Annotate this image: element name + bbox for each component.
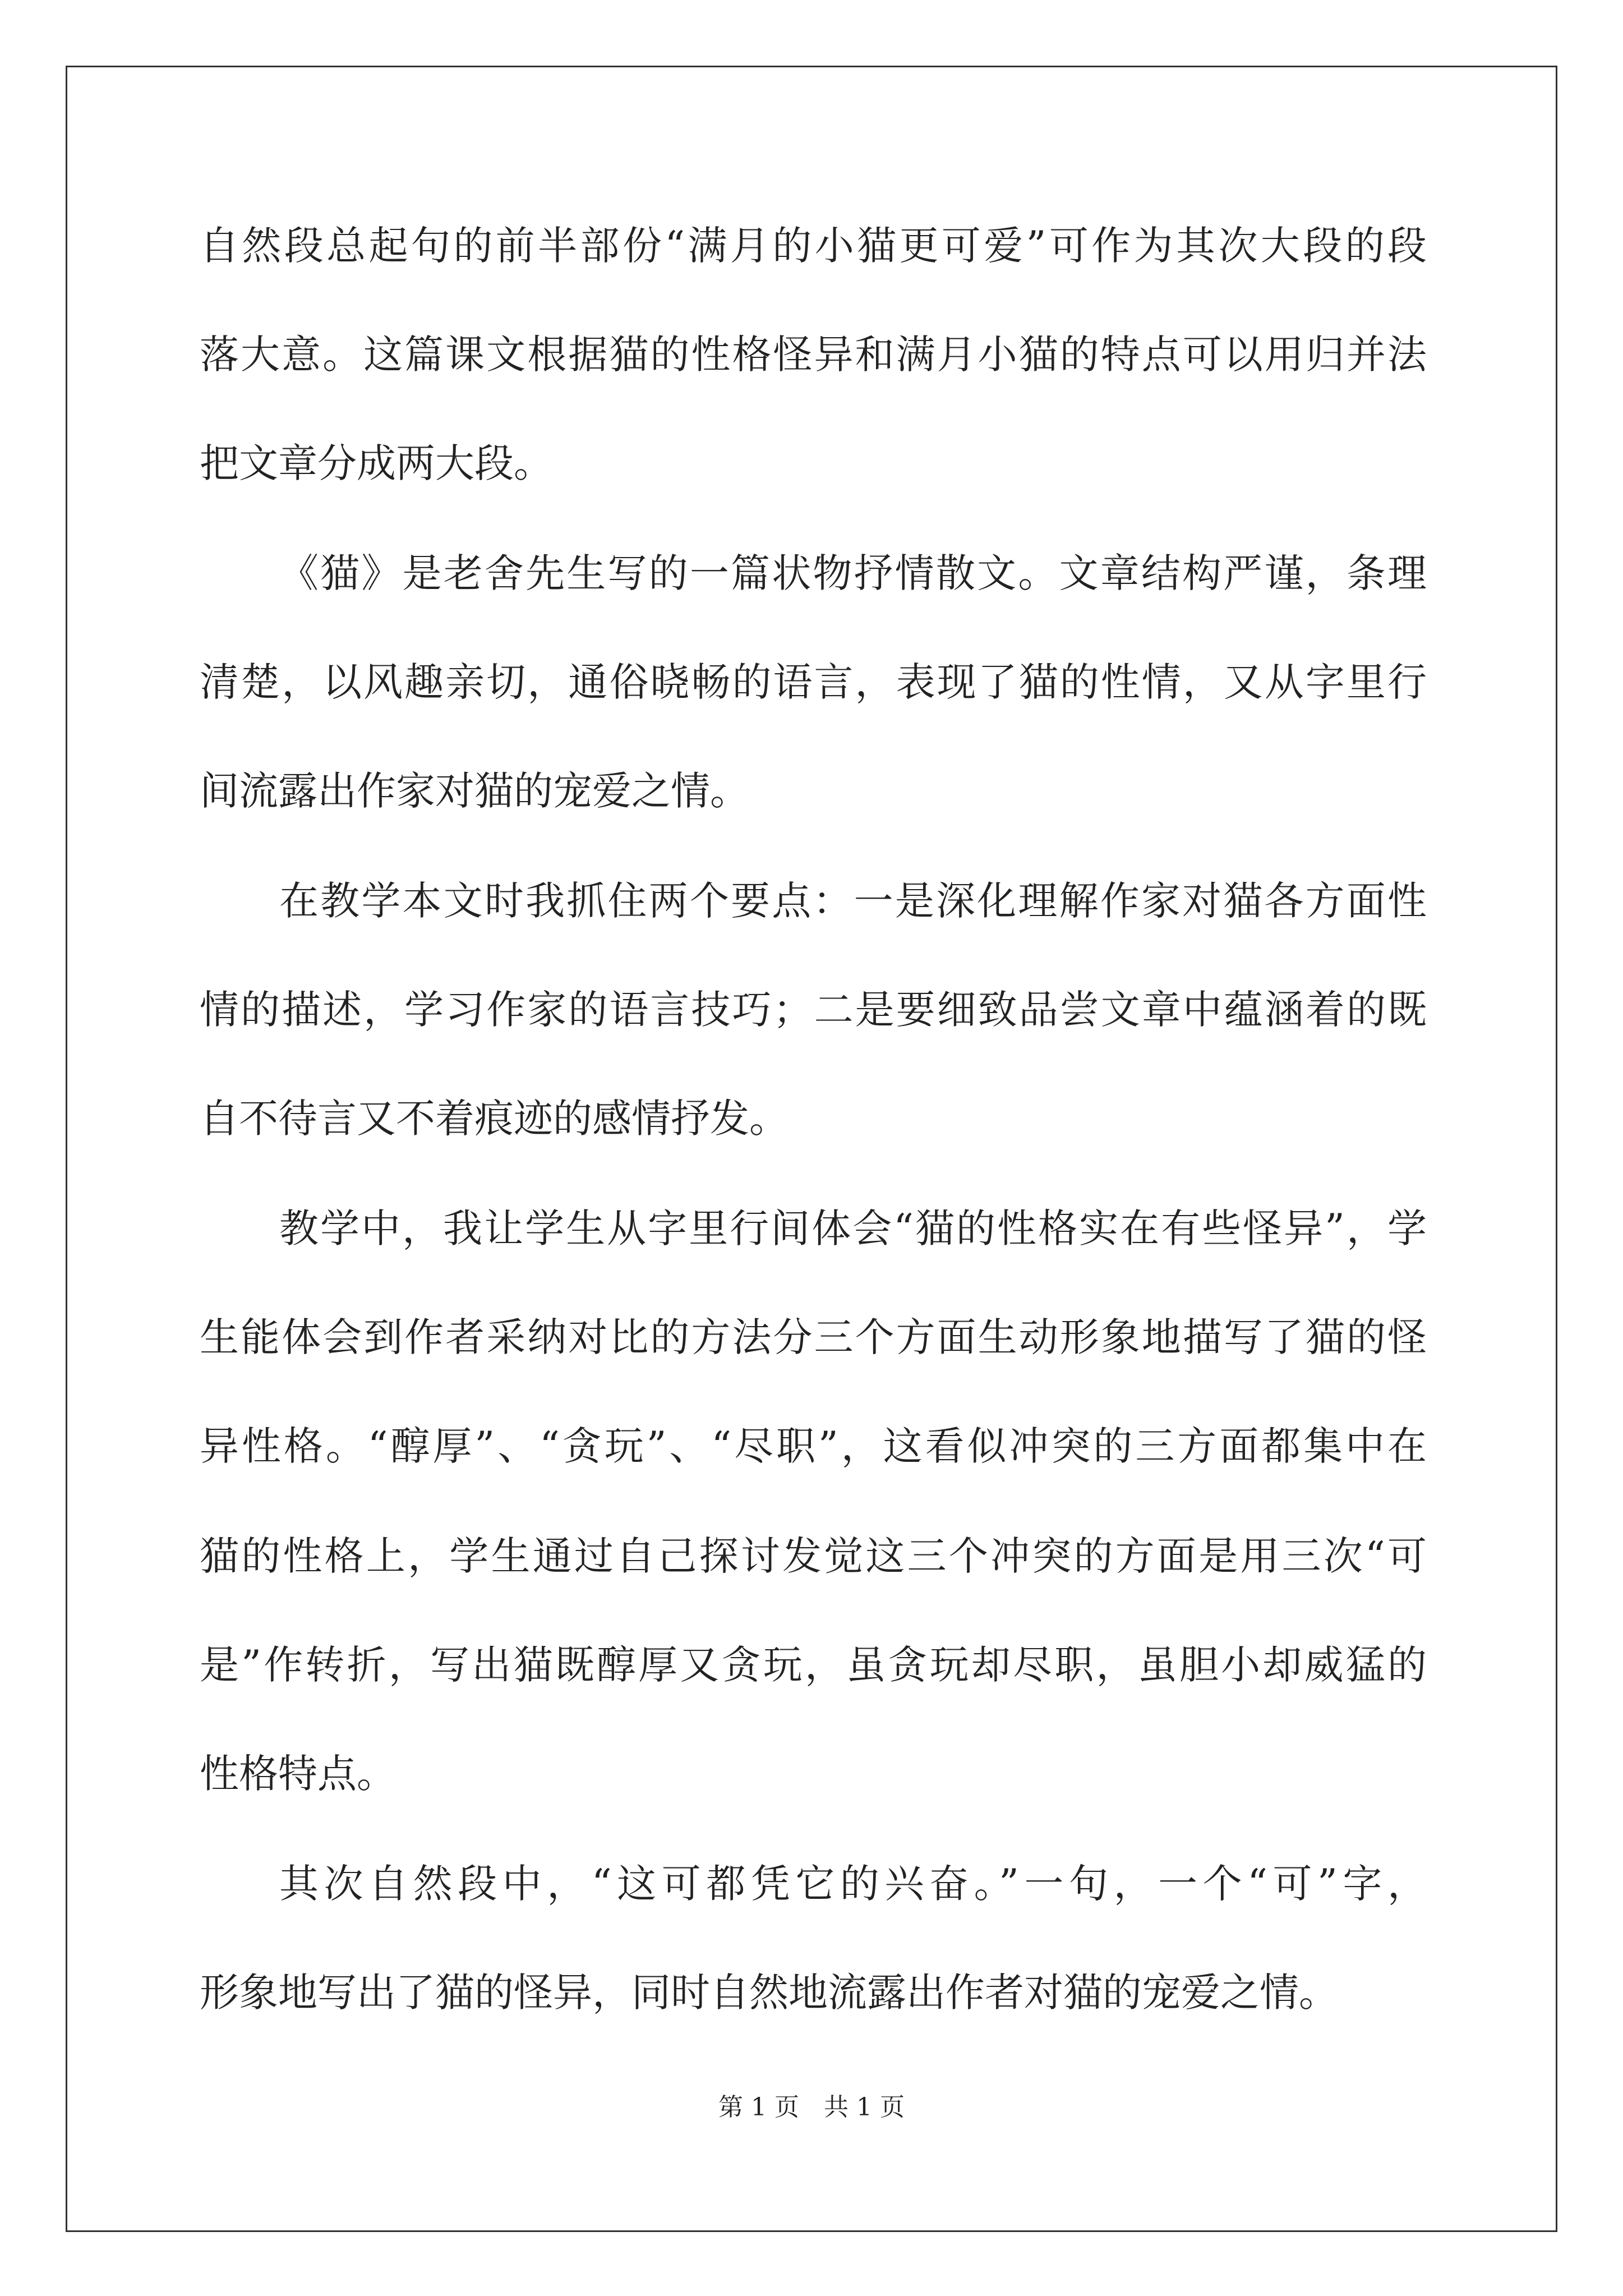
- page-number-footer: 第 1 页 共 1 页: [718, 2093, 905, 2122]
- paragraph-line: 《猫》是老舍先生写的一篇状物抒情散文。文章结构严谨，条理: [279, 550, 1427, 596]
- paragraph-line: 猫的性格上，学生通过自己探讨发觉这三个冲突的方面是用三次“可: [200, 1533, 1427, 1579]
- paragraph-line: 教学中，我让学生从字里行间体会“猫的性格实在有些怪异”，学: [279, 1205, 1427, 1251]
- paragraph-line: 其次自然段中，“这可都凭它的兴奋。”一句，一个“可”字，: [279, 1861, 1427, 1907]
- paragraph-line: 性格特点。: [200, 1751, 396, 1797]
- paragraph-line: 落大意。这篇课文根据猫的性格怪异和满月小猫的特点可以用归并法: [200, 332, 1427, 378]
- paragraph-line: 是”作转折，写出猫既醇厚又贪玩，虽贪玩却尽职，虽胆小却威猛的: [200, 1642, 1427, 1688]
- paragraph-line: 清楚，以风趣亲切，通俗晓畅的语言，表现了猫的性情，又从字里行: [200, 659, 1427, 705]
- paragraph-line: 生能体会到作者采纳对比的方法分三个方面生动形象地描写了猫的怪: [200, 1314, 1427, 1360]
- paragraph-line: 自然段总起句的前半部份“满月的小猫更可爱”可作为其次大段的段: [200, 223, 1427, 269]
- paragraph-line: 把文章分成两大段。: [200, 440, 553, 486]
- paragraph-line: 形象地写出了猫的怪异，同时自然地流露出作者对猫的宠爱之情。: [200, 1970, 1338, 2016]
- paragraph-line: 异性格。“醇厚”、“贪玩”、“尽职”，这看似冲突的三方面都集中在: [200, 1423, 1427, 1469]
- paragraph-line: 在教学本文时我抓住两个要点：一是深化理解作家对猫各方面性: [279, 878, 1427, 924]
- paragraph-line: 情的描述，学习作家的语言技巧；二是要细致品尝文章中蕴涵着的既: [200, 987, 1427, 1033]
- paragraph-line: 自不待言又不着痕迹的感情抒发。: [200, 1096, 789, 1142]
- paragraph-line: 间流露出作家对猫的宠爱之情。: [200, 768, 749, 814]
